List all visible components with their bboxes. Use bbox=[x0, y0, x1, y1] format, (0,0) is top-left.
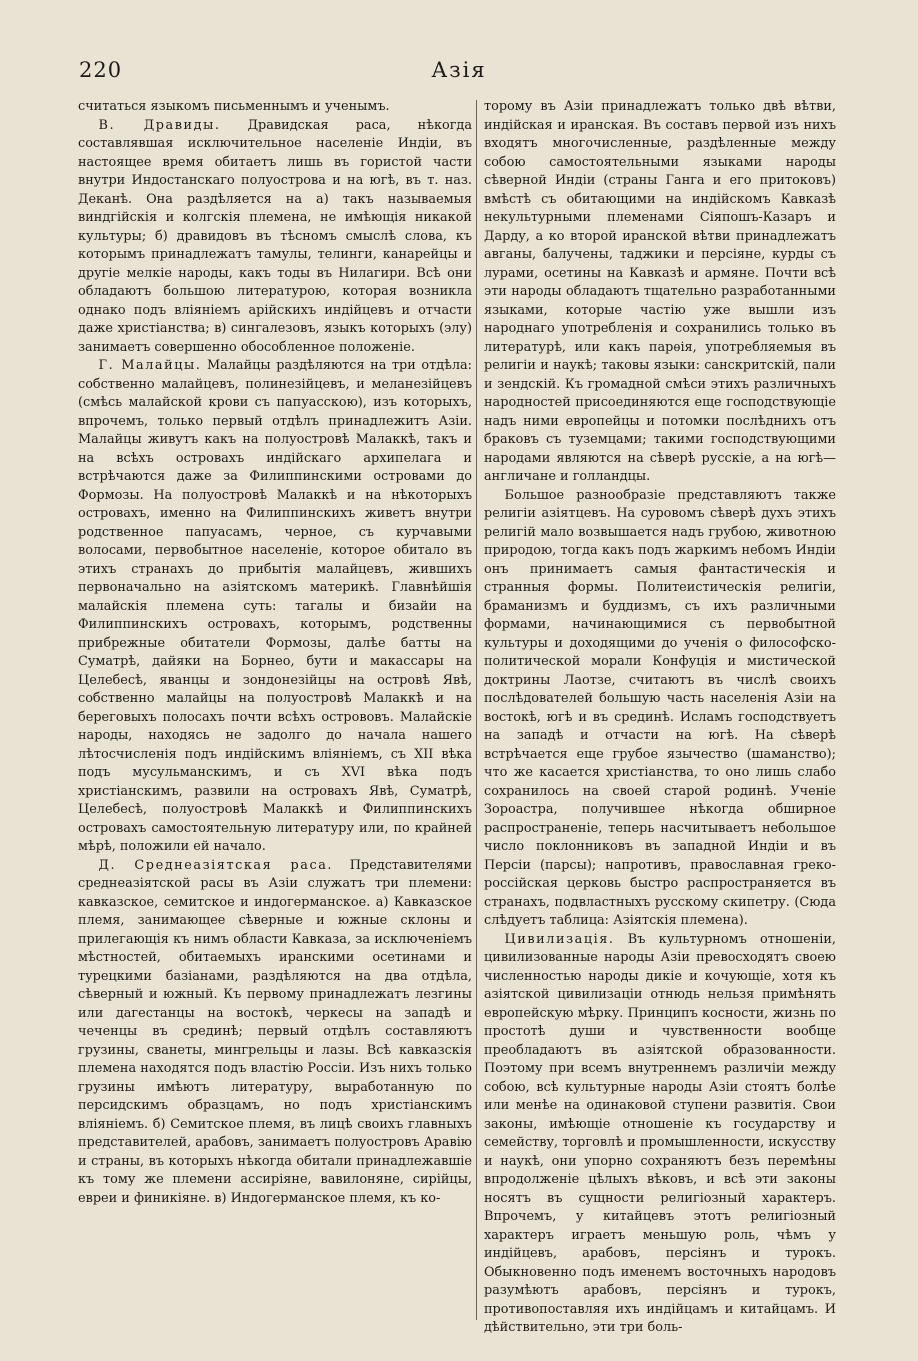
paragraph-text: Дравидская раса, нѣкогда составлявшая исключительное населеніе Индіи, въ настоящее время обитаетъ лишь въ гористой части внутри Индостанскаго полуострова и на югѣ, въ т. наз. Деканѣ. Она раздѣляется на а) такъ называемыя виндгійскія и колгскія племена, не имѣющія никакой культуры; б) дравидовъ въ тѣсномъ смыслѣ слова, къ которымъ принадлежатъ тамулы, телинги, канарейцы и другіе мелкіе народы, какъ тоды въ Нилагири. Всѣ они обладаютъ большою литературою, которая возникла однако подъ вліяніемъ арійскихъ индійцевъ и отчасти даже христіанства; в) сингалезовъ, языкъ которыхъ (элу) занимаетъ совершенно обособленное положеніе. bbox=[78, 117, 472, 355]
right-column bbox=[484, 98, 836, 1348]
paragraph-text: Представителями среднеазіятской расы въ Азіи служатъ три племени: кавказское, семитское и индогерманское. а) Кавказское племя, занимающее сѣверные и южные склоны и прилегающія къ нимъ области Кавказа, за исключеніемъ мѣстностей, обитаемыхъ иранскими осетинами и турецкими базіанами, раздѣляются на два отдѣла, сѣверный и южный. Къ первому принадлежатъ лезгины или дагестанцы на востокѣ, черкесы на западѣ и чеченцы въ срединѣ; первый отдѣлъ составляютъ грузины, сванеты, мингрельцы и лазы. Всѣ кавказскія племена находятся подъ властію Россіи. Изъ нихъ только грузины имѣютъ литературу, выработанную по персидскимъ образцамъ, но подъ христіанскимъ вліяніемъ. б) Семитское племя, въ лицѣ своихъ главныхъ представителей, арабовъ, занимаетъ полуостровъ Аравію и страны, въ которыхъ нѣкогда обитали принадлежавшіе къ тому же племени ассиріяне, вавилоняне, сирійцы, евреи и финикіяне. в) Индогерманское племя, къ ко- bbox=[78, 857, 472, 1206]
paragraph bbox=[78, 117, 472, 358]
paragraph bbox=[78, 857, 472, 1209]
paragraph bbox=[78, 98, 472, 117]
paragraph-text: торому въ Азіи принадлежатъ только двѣ вѣтви, индійская и иранская. Въ составъ первой изъ нихъ входятъ многочисленные, раздѣленные между собою самостоятельными языками народы сѣверной Индіи (страны Ганга и его притоковъ) вмѣстѣ съ обитающими на индійскомъ Кавказѣ некультурными племенами Сіяпошъ-Казаръ и Дарду, а ко второй иранской вѣтви принадлежатъ авганы, балучены, таджики и персіяне, курды съ лурами, осетины на Кавказѣ и армяне. Почти всѣ эти народы обладаютъ тщательно разработанными языками, которые частію уже вышли изъ народнаго употребленія и сохранились только въ литературѣ, или какъ парѳія, употребляемыя въ религіи и наукѣ; таковы языки: санскритскій, пали и зендскій. Къ громадной смѣси этихъ различныхъ народностей присоединяются еще господствующіе надъ ними европейцы и потомки послѣднихъ отъ браковъ съ туземцами; такими господствующими народами являются на сѣверѣ русскіе, а на югѣ—англичане и голландцы. bbox=[484, 99, 836, 484]
section-heading: Цивилизація. bbox=[504, 931, 615, 947]
section-heading: Д. Среднеазіятская раса. bbox=[98, 857, 334, 873]
running-title: Азія bbox=[431, 58, 487, 82]
paragraph bbox=[78, 357, 472, 857]
section-heading: В. Дравиды. bbox=[98, 117, 221, 133]
column-divider bbox=[476, 100, 477, 1320]
paragraph-text: Малайцы раздѣляются на три отдѣла: собственно малайцевъ, полинезійцевъ, и меланезійцевъ (смѣсь малайской крови съ папуасскою), изъ которыхъ, впрочемъ, только первый отдѣлъ принадлежитъ Азіи. Малайцы живутъ какъ на полуостровѣ Малаккѣ, такъ и на всѣхъ островахъ индійскаго архипелага и встрѣчаются даже за Филиппинскими островами до Формозы. На полуостровѣ Малаккѣ и на нѣкоторыхъ островахъ, именно на Филиппинскихъ живетъ внутри родственное папуасамъ, черное, съ курчавыми волосами, первобытное населеніе, которое обитало въ этихъ странахъ до прибытія малайцевъ, жившихъ первоначально на азіятскомъ материкѣ. Главнѣйшія малайскія племена суть: тагалы и бизайи на Филиппинскихъ островахъ, которымъ, родственны прибрежные обитатели Формозы, далѣе батты на Суматрѣ, дайяки на Борнео, бути и макассары на Целебесѣ, яванцы и зондонезійцы на островѣ Явѣ, собственно малайцы на полуостровѣ Малаккѣ и на береговыхъ полосахъ почти всѣхъ острововъ. Малайскіе народы, находясь не задолго до начала нашего лѣтосчисленія подъ индійскимъ вліяніемъ, съ XII вѣка подъ мусульманскимъ, и съ XVI вѣка подъ христіанскимъ, развили на островахъ Явѣ, Суматрѣ, Целебесѣ, полуостровѣ Малаккѣ и Филиппинскихъ островахъ самостоятельную литературу или, по крайней мѣрѣ, положили ей начало. bbox=[78, 358, 472, 854]
paragraph bbox=[484, 98, 836, 487]
paragraph-text: считаться языкомъ письменнымъ и ученымъ. bbox=[78, 99, 390, 114]
paragraph bbox=[484, 487, 836, 931]
paragraph bbox=[484, 931, 836, 1338]
paragraph-text: Большое разнообразіе представляютъ также религіи азіятцевъ. На суровомъ сѣверѣ духъ этихъ религій мало возвышается надъ грубою, животною природою, тогда какъ подъ жаркимъ небомъ Индіи онъ принимаетъ самыя фантастическія и странныя формы. Политеистическія религіи, браманизмъ и буддизмъ, съ ихъ различными формами, начинающимися съ первобытной культуры и доходящими до ученія о философско-политической морали Конфуція и мистической доктрины Лаотзе, считаютъ въ числѣ своихъ послѣдователей большую часть населенія Азіи на востокѣ, югѣ и въ срединѣ. Исламъ господствуетъ на западѣ и отчасти на югѣ. На сѣверѣ встрѣчается еще грубое язычество (шаманство); что же касается христіанства, то оно лишь слабо сохранилось на своей старой родинѣ. Ученіе Зороастра, получившее нѣкогда обширное распространеніе, теперь насчитываетъ небольшое число поклонниковъ въ западной Индіи и въ Персіи (парсы); напротивъ, православная греко-россійская церковь быстро распространяется въ странахъ, подвластныхъ русскому скипетру. (Сюда слѣдуетъ таблица: Азіятскія племена). bbox=[484, 487, 836, 928]
page-number: 220 bbox=[79, 58, 123, 82]
section-heading: Г. Малайцы. bbox=[98, 358, 202, 373]
paragraph-text: Въ культурномъ отношеніи, цивилизованные народы Азіи превосходятъ своею численностью народы дикіе и кочующіе, хотя къ азіятской цивилизаціи отнюдь нельзя примѣнять европейскую мѣрку. Принципъ косности, жизнь по простотѣ души и чувственности вообще преобладаютъ въ азіятской образованности. Поэтому при всемъ внутреннемъ различіи между собою, всѣ культурные народы Азіи стоятъ болѣе или менѣе на одинаковой ступени развитія. Свои законы, имѣющіе отношеніе къ государству и семейству, торговлѣ и промышленности, искусству и наукѣ, они упорно сохраняютъ безъ перемѣны впродолженіе цѣлыхъ вѣковъ, и всѣ эти законы носятъ въ сущности религіозный характеръ. Впрочемъ, у китайцевъ этотъ религіозный характеръ играетъ меньшую роль, чѣмъ у индійцевъ, арабовъ, персіянъ и турокъ. Обыкновенно подъ именемъ восточныхъ народовъ разумѣютъ арабовъ, персіянъ и турокъ, противопоставляя ихъ индійцамъ и китайцамъ. И дѣйствительно, эти три боль- bbox=[484, 931, 836, 1335]
left-column bbox=[78, 98, 472, 1348]
